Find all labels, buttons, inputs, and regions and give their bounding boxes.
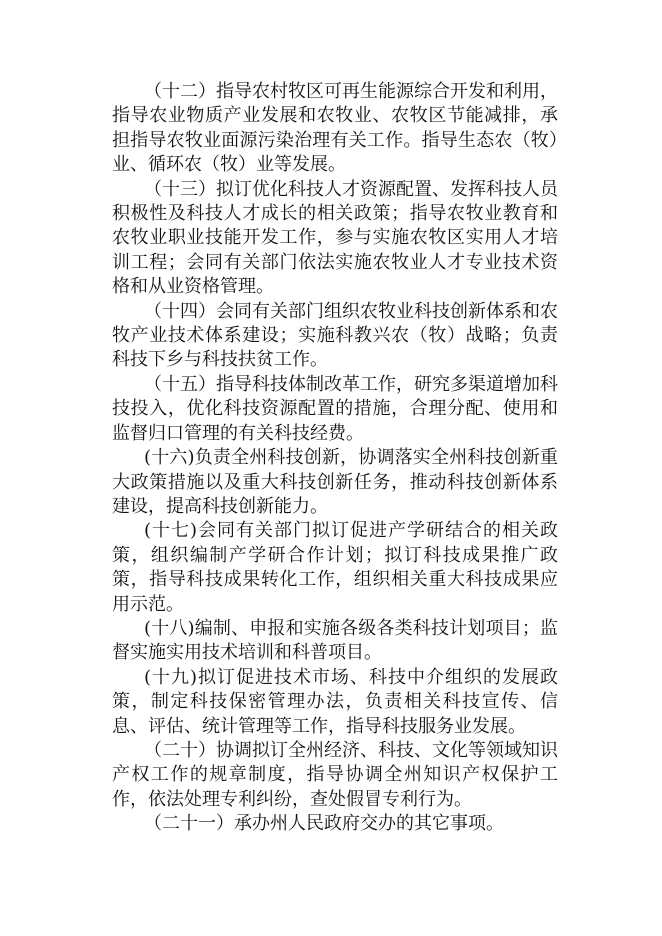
- paragraph-17: (十七)会同有关部门拟订促进产学研结合的相关政策，组织编制产学研合作计划；拟订科技成果推广政策，指导科技成果转化工作，组织相关重大科技成果应用示范。: [112, 520, 558, 615]
- paragraph-13: （十三）拟订优化科技人才资源配置、发挥科技人员积极性及科技人才成长的相关政策；指导农牧业教育和农牧业职业技能开发工作，参与实施农牧区实用人才培训工程；会同有关部门依法实施农牧业人才专业技术资格和从业资格管理。: [112, 178, 558, 298]
- paragraph-18: (十八)编制、申报和实施各级各类科技计划项目；监督实施实用技术培训和科普项目。: [112, 617, 558, 664]
- document-body: [112, 80, 558, 837]
- paragraph-14: （十四）会同有关部门组织农牧业科技创新体系和农牧产业技术体系建设；实施科教兴农（牧）战略；负责科技下乡与科技扶贫工作。: [112, 300, 558, 371]
- paragraph-20: （二十）协调拟订全州经济、科技、文化等领域知识产权工作的规章制度，指导协调全州知识产权保护工作，依法处理专利纠纷，查处假冒专利行为。: [112, 739, 558, 810]
- paragraph-16: (十六)负责全州科技创新，协调落实全州科技创新重大政策措施以及重大科技创新任务，推动科技创新体系建设，提高科技创新能力。: [112, 447, 558, 517]
- paragraph-12: （十二）指导农村牧区可再生能源综合开发和利用，指导农业物质产业发展和农牧业、农牧区节能减排，承担指导农牧业面源污染治理有关工作。指导生态农（牧）业、循环农（牧）业等发展。: [112, 81, 558, 176]
- paragraph-19: (十九)拟订促进技术市场、科技中介组织的发展政策，制定科技保密管理办法，负责相关科技宣传、信息、评估、统计管理等工作，指导科技服务业发展。: [112, 666, 558, 737]
- paragraph-21: （二十一）承办州人民政府交办的其它事项。: [144, 813, 504, 835]
- paragraph-15: （十五）指导科技体制改革工作，研究多渠道增加科技投入，优化科技资源配置的措施，合理分配、使用和监督归口管理的有关科技经费。: [112, 373, 558, 444]
